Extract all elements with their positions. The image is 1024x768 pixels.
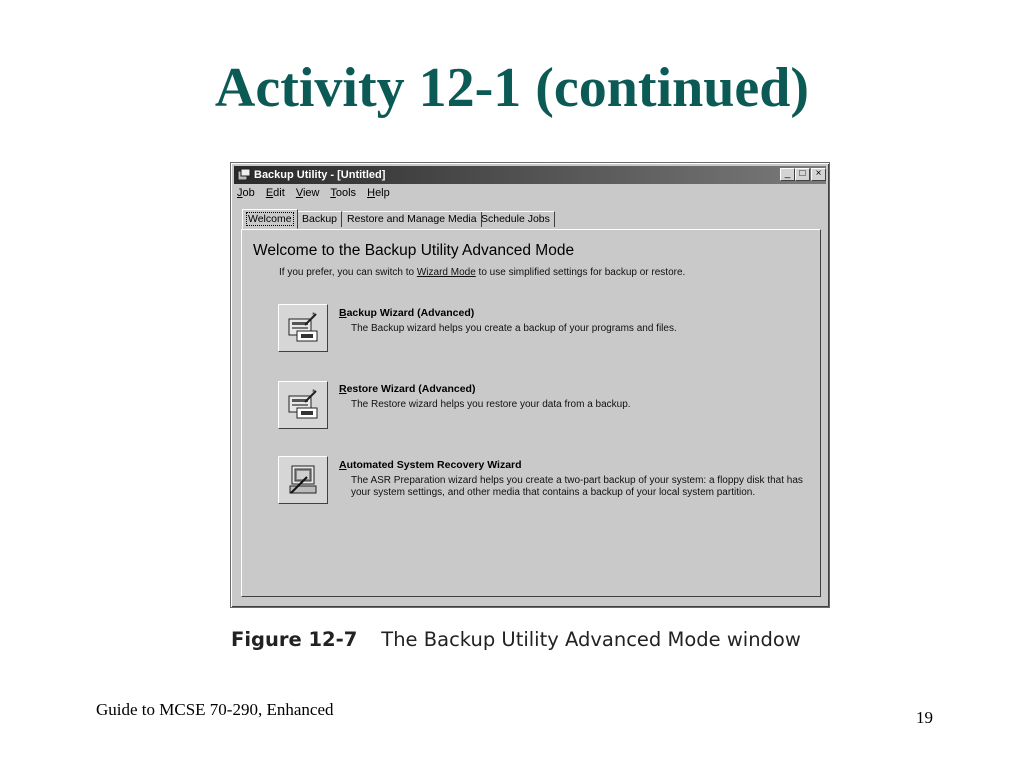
backup-utility-window — [230, 162, 830, 608]
backup-wizard-title[interactable]: Backup Wizard (Advanced) — [339, 307, 475, 319]
tab-schedule-jobs[interactable]: Schedule Jobs — [477, 211, 555, 227]
maximize-button[interactable]: □ — [795, 168, 810, 181]
welcome-panel — [241, 229, 821, 597]
menu-job[interactable]: Job — [237, 187, 255, 199]
tab-welcome[interactable]: Welcome — [242, 209, 298, 229]
backup-wizard-icon — [287, 311, 319, 345]
close-button[interactable]: × — [811, 168, 826, 181]
figure-number: Figure 12-7 — [231, 628, 358, 651]
figure-caption-text: The Backup Utility Advanced Mode window — [381, 628, 801, 651]
restore-wizard-description: The Restore wizard helps you restore your data from a backup. — [351, 399, 631, 410]
menu-tools[interactable]: Tools — [330, 187, 357, 199]
window-title: Backup Utility - [Untitled] — [254, 169, 386, 181]
tab-restore-and-manage-media[interactable]: Restore and Manage Media — [343, 211, 482, 227]
svg-text:*: * — [312, 311, 316, 319]
slide-title: Activity 12-1 (continued) — [214, 57, 810, 119]
asr-wizard-icon — [287, 463, 319, 497]
figure-caption — [231, 628, 801, 651]
tab-backup[interactable]: Backup — [298, 211, 342, 227]
restore-wizard-title[interactable]: Restore Wizard (Advanced) — [339, 383, 476, 395]
menu-bar — [237, 187, 398, 203]
asr-wizard-description: The ASR Preparation wizard helps you create a two-part backup of your system: a floppy disk that has your system settings, and other media that contains a backup of your local system partition. — [351, 475, 803, 498]
backup-app-icon — [237, 168, 251, 182]
restore-wizard-icon — [287, 388, 319, 422]
footer-course-title: Guide to MCSE 70-290, Enhanced — [96, 700, 334, 719]
backup-wizard-description: The Backup wizard helps you create a backup of your programs and files. — [351, 323, 677, 334]
menu-help[interactable]: Help — [367, 187, 390, 199]
backup-wizard-button[interactable] — [278, 304, 328, 352]
asr-wizard-title[interactable]: Automated System Recovery Wizard — [339, 459, 522, 471]
asr-wizard-button[interactable] — [278, 456, 328, 504]
minimize-button[interactable]: _ — [780, 168, 795, 181]
welcome-subtext: If you prefer, you can switch to Wizard Mode to use simplified settings for backup or restore. — [279, 267, 686, 278]
restore-wizard-button[interactable] — [278, 381, 328, 429]
title-bar[interactable] — [234, 166, 826, 184]
wizard-mode-link[interactable]: Wizard Mode — [416, 267, 476, 278]
menu-view[interactable]: View — [295, 187, 320, 199]
welcome-heading: Welcome to the Backup Utility Advanced Mode — [253, 242, 575, 259]
svg-text:*: * — [312, 388, 316, 396]
menu-edit[interactable]: Edit — [265, 187, 285, 199]
page-number: 19 — [916, 708, 933, 727]
